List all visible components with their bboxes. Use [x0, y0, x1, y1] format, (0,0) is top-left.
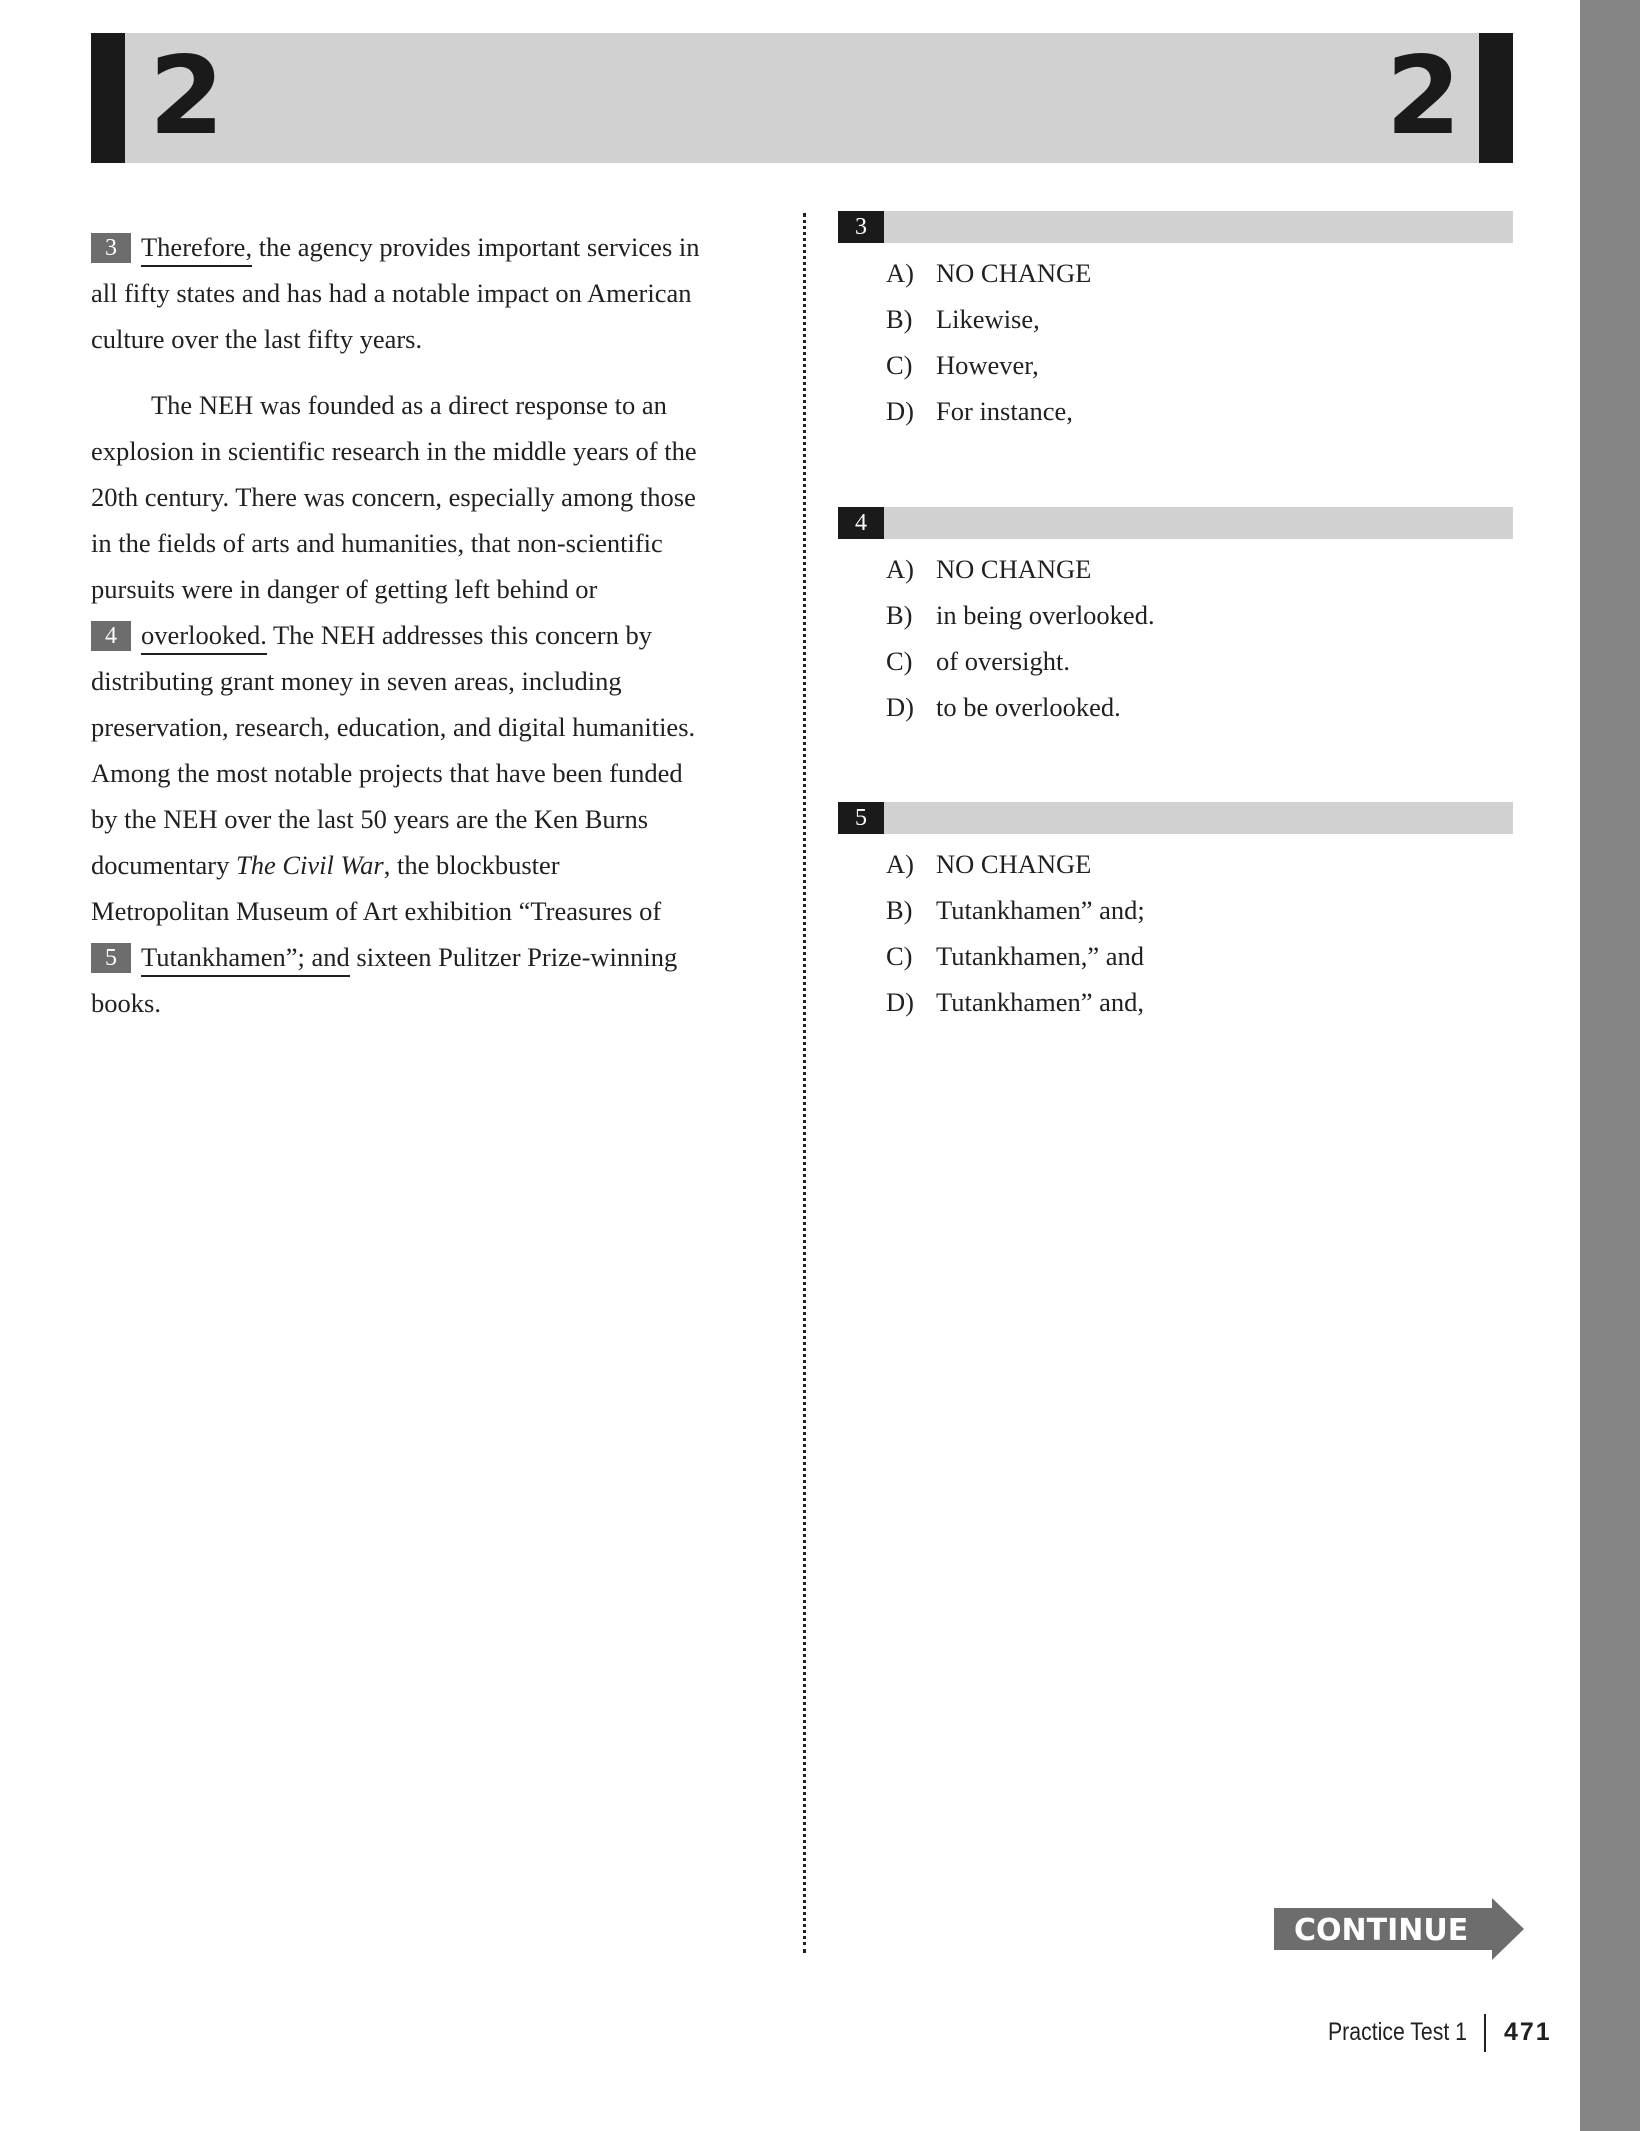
passage-text: The NEH was founded as a direct response to an [151, 390, 667, 420]
option-letter: A) [886, 258, 914, 288]
option-text: NO CHANGE [936, 258, 1092, 288]
passage-line [91, 848, 560, 882]
option-text: in being overlooked. [936, 600, 1155, 630]
passage-line [91, 276, 691, 310]
passage-line [91, 940, 677, 974]
column-divider [803, 213, 806, 1953]
passage-line [91, 322, 422, 356]
passage-text: books. [91, 988, 161, 1018]
passage-text: , the blockbuster [383, 850, 560, 880]
question-number: 4 [838, 507, 884, 539]
option-text: For instance, [936, 396, 1073, 426]
option-letter: C) [886, 941, 913, 971]
passage-text: by the NEH over the last 50 years are the Ken Burns [91, 804, 649, 834]
passage-line [151, 388, 667, 422]
option-text: Tutankhamen,” and [936, 941, 1145, 971]
question-header-4 [838, 507, 1513, 539]
passage-line [91, 710, 695, 744]
option-letter: D) [886, 987, 914, 1017]
passage-text: Metropolitan Museum of Art exhibition “Treasures of [91, 896, 662, 926]
option-text: NO CHANGE [936, 554, 1092, 584]
passage-line [91, 526, 663, 560]
option-letter: C) [886, 646, 913, 676]
footer-separator [1484, 2014, 1486, 2052]
passage-line [91, 664, 622, 698]
section-header [91, 33, 1513, 163]
question-number: 5 [838, 802, 884, 834]
question-header-3 [838, 211, 1513, 243]
option-letter: D) [886, 396, 914, 426]
option-letter: B) [886, 895, 913, 925]
passage-text: pursuits were in danger of getting left behind or [91, 574, 598, 604]
option-letter: A) [886, 554, 914, 584]
question-marker: 3 [91, 233, 131, 263]
passage-text: preservation, research, education, and digital humanities. [91, 712, 696, 742]
passage-line [91, 986, 161, 1020]
section-number-left: 2 [149, 34, 225, 159]
passage-text: all fifty states and has had a notable impact on American [91, 278, 692, 308]
passage-text: the agency provides important services in [252, 232, 700, 262]
passage-text: 20th century. There was concern, especially among those [91, 482, 696, 512]
passage-line [91, 572, 597, 606]
section-number-right: 2 [1385, 34, 1461, 159]
question-marker: 5 [91, 943, 131, 973]
page-number: 471 [1504, 2018, 1552, 2046]
underlined-text: Therefore, [141, 232, 252, 267]
passage-line [91, 618, 652, 652]
passage-line [91, 756, 683, 790]
passage-line [91, 434, 697, 468]
question-marker: 4 [91, 621, 131, 651]
option-text: However, [936, 350, 1039, 380]
question-header-5 [838, 802, 1513, 834]
header-bar-left [91, 33, 125, 163]
option-text: Tutankhamen” and; [936, 895, 1145, 925]
option-letter: C) [886, 350, 913, 380]
option-text: NO CHANGE [936, 849, 1092, 879]
option-letter: A) [886, 849, 914, 879]
underlined-text: overlooked. [141, 620, 267, 655]
passage-line [91, 894, 661, 928]
passage-text: documentary [91, 850, 236, 880]
passage-text: culture over the last fifty years. [91, 324, 423, 354]
header-bar-right [1479, 33, 1513, 163]
option-text: Likewise, [936, 304, 1040, 334]
continue-arrow [1274, 1898, 1524, 1960]
question-number: 3 [838, 211, 884, 243]
passage-line [91, 802, 648, 836]
passage-text: sixteen Pulitzer Prize-winning [349, 942, 678, 972]
page-edge-strip [1580, 0, 1640, 2131]
passage-text: explosion in scientific research in the middle years of the [91, 436, 697, 466]
option-text: Tutankhamen” and, [936, 987, 1145, 1017]
passage-line [91, 480, 696, 514]
underlined-text: Tutankhamen”; and [141, 942, 350, 977]
option-letter: B) [886, 304, 913, 334]
option-text: to be overlooked. [936, 692, 1121, 722]
continue-label: CONTINUE [1294, 1913, 1469, 1948]
italic-title: The Civil War [235, 850, 384, 880]
passage-line [91, 230, 700, 264]
option-letter: B) [886, 600, 913, 630]
passage-text: distributing grant money in seven areas, including [91, 666, 622, 696]
passage-text: in the fields of arts and humanities, that non-scientific [91, 528, 663, 558]
passage-text: Among the most notable projects that have been funded [91, 758, 683, 788]
option-letter: D) [886, 692, 914, 722]
passage-text: The NEH addresses this concern by [266, 620, 652, 650]
option-text: of oversight. [936, 646, 1070, 676]
footer-label: Practice Test 1 [1328, 2018, 1467, 2046]
